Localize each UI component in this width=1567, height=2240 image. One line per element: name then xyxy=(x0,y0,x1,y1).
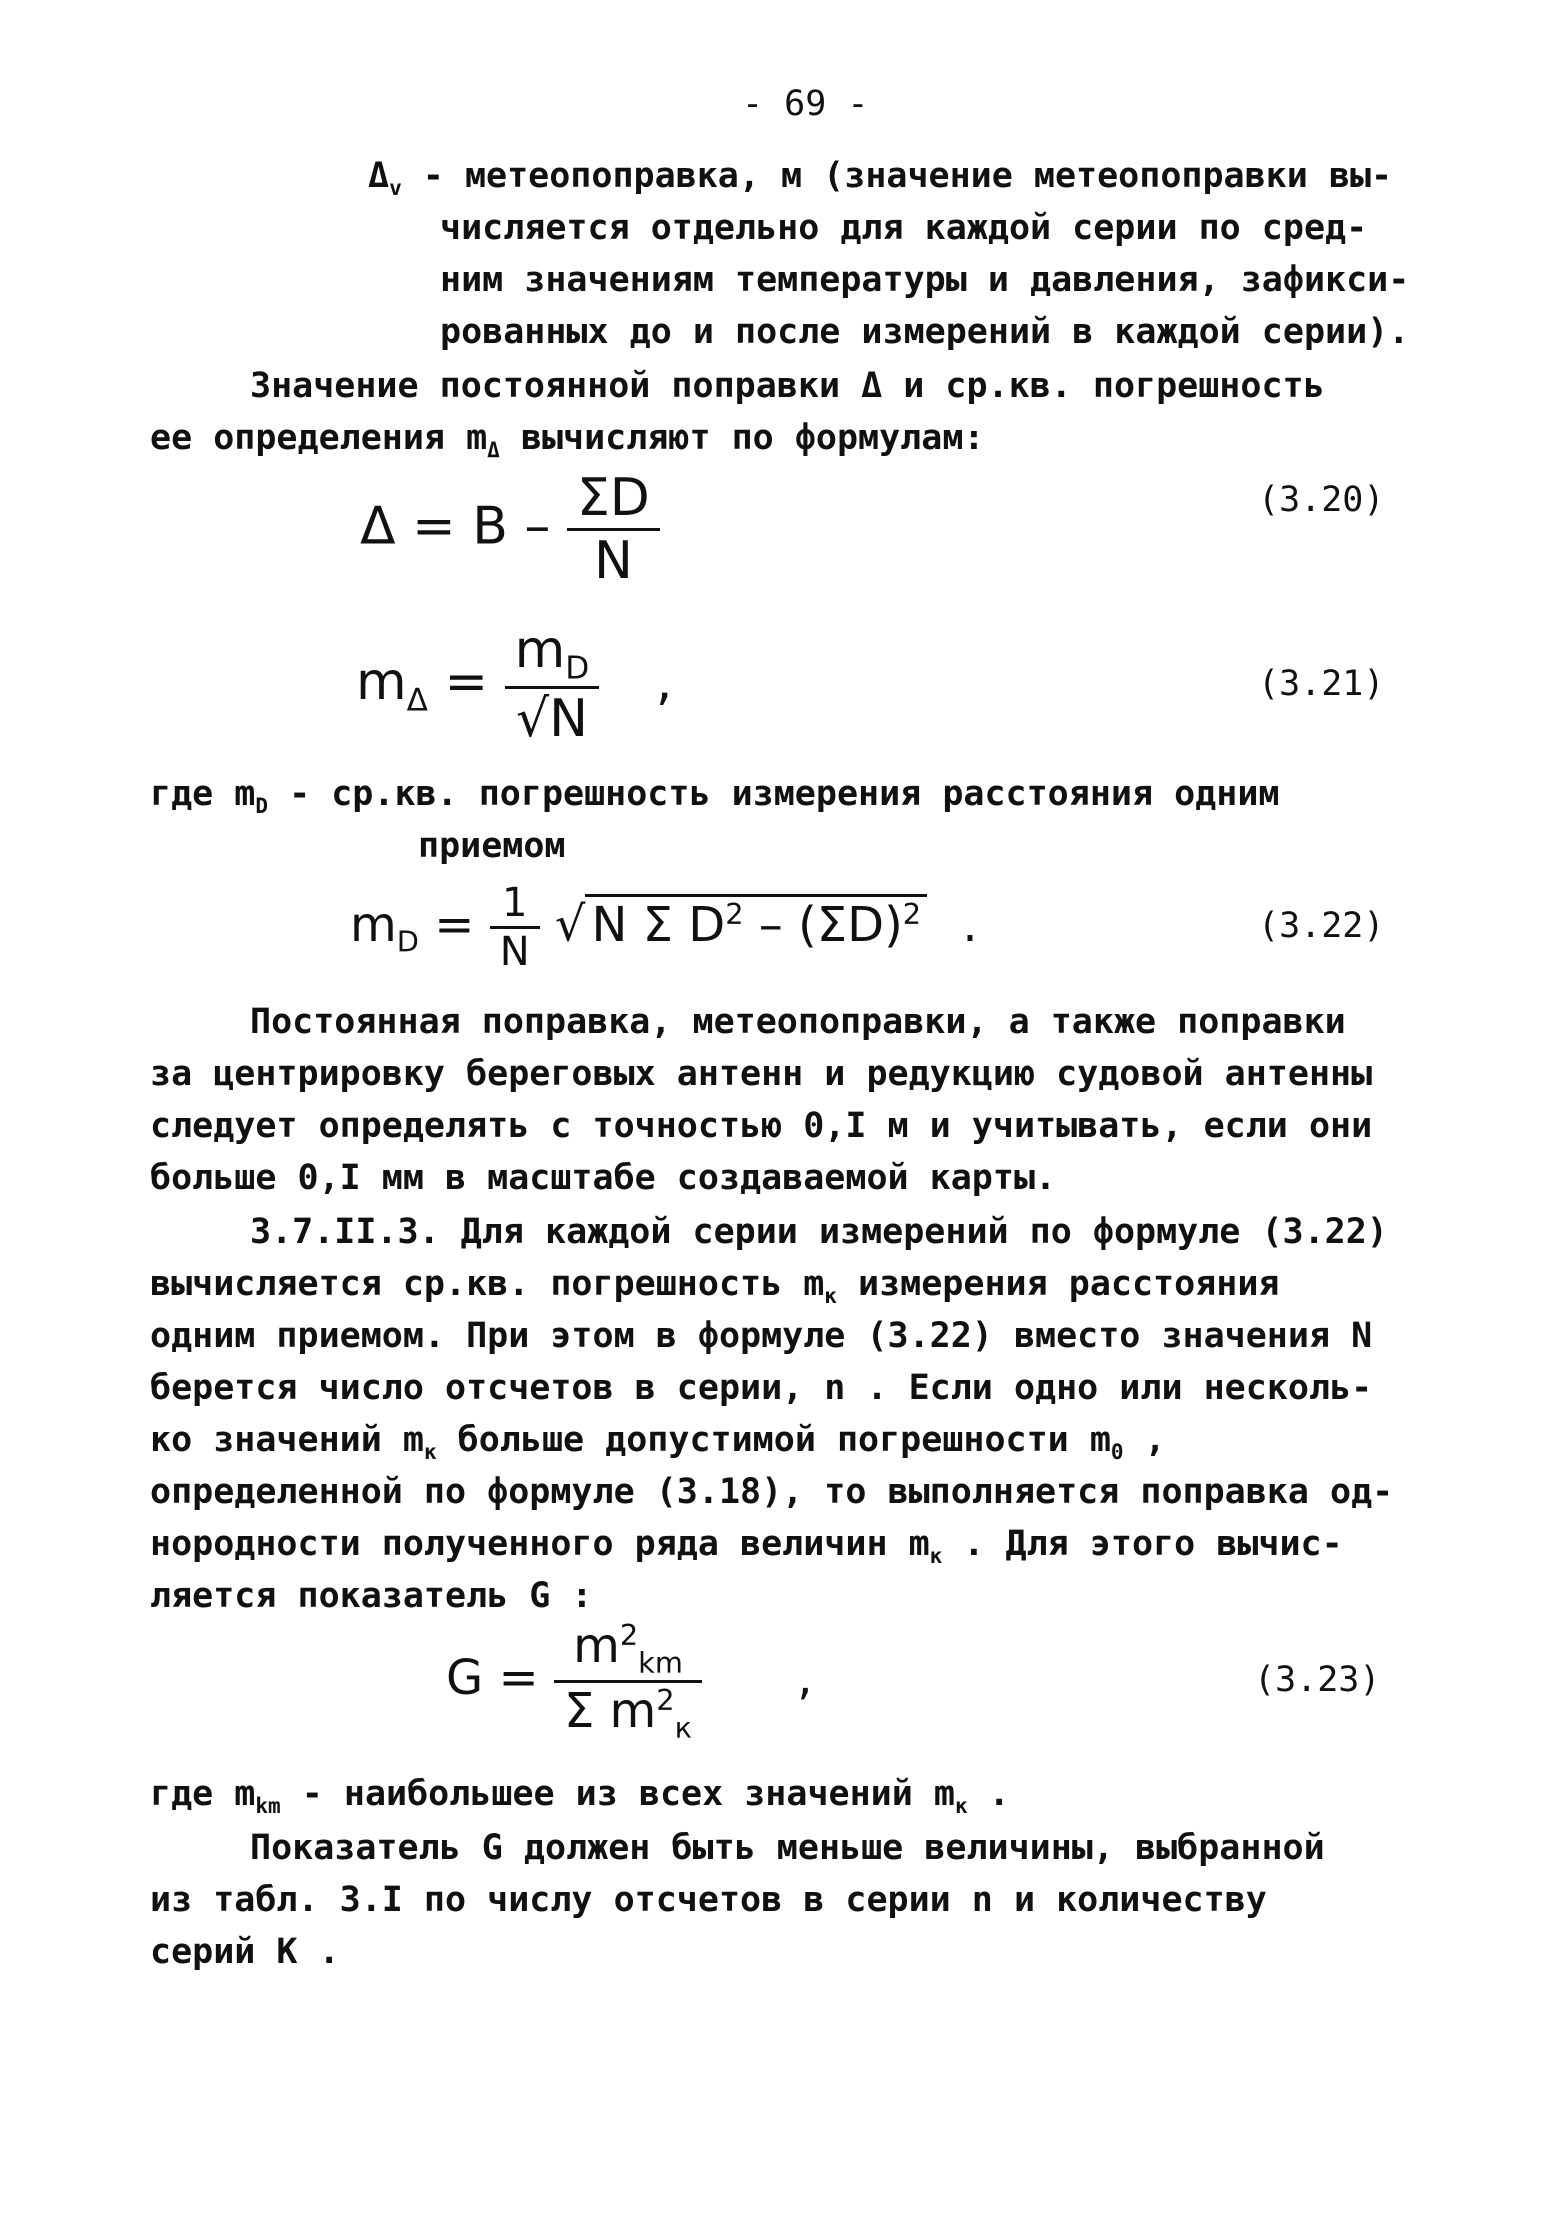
paragraph-line: Постоянная поправка, метеопоправки, а также поправки xyxy=(250,1002,1346,1042)
sqrt-sign: √ xyxy=(554,896,586,953)
eq-trail: , xyxy=(655,651,673,712)
radicand: N Σ $D^2 - (\Sigma D)^2$ xyxy=(585,894,927,953)
eq-lhs: Δ = xyxy=(360,496,456,557)
paragraph-line: ко значений $m_к$ больше допустимой погрешности $m_0$ , xyxy=(150,1420,1166,1464)
equation-number: (3.20) xyxy=(1258,480,1385,520)
denominator: N xyxy=(593,531,633,591)
paragraph-line: серий K . xyxy=(150,1932,340,1972)
fraction xyxy=(505,620,600,749)
equation-3-21 xyxy=(356,620,672,749)
numerator: $m_D$ xyxy=(505,620,600,689)
fraction xyxy=(554,1618,702,1744)
eq-trail: . xyxy=(962,896,978,953)
page-number: - 69 - xyxy=(742,84,869,124)
paragraph-line: вычисляется ср.кв. погрешность $m_к$ измерения расстояния xyxy=(150,1264,1280,1308)
eq-lhs: G = xyxy=(446,1650,539,1707)
fraction xyxy=(490,880,540,975)
denominator: Σ $m^2_к$ xyxy=(563,1682,693,1745)
eq-lhs: $m_\Delta$ = xyxy=(356,651,489,719)
denominator: N xyxy=(499,929,530,975)
paragraph-line: одним приемом. При этом в формуле (3.22) вместо значения N xyxy=(150,1316,1373,1356)
def-line: рованных до и после измерений в каждой серии). xyxy=(440,312,1410,352)
paragraph-line: где $m_{km}$ - наибольшее из всех значений $m_к$ . xyxy=(150,1774,1010,1818)
equation-number: (3.21) xyxy=(1258,664,1385,704)
eq-trail: , xyxy=(797,1650,813,1707)
paragraph-line: определенной по формуле (3.18), то выполняется поправка од- xyxy=(150,1472,1394,1512)
numerator: $m^2_{km}$ xyxy=(554,1618,702,1683)
paragraph-line: следует определять с точностью 0,I м и учитывать, если они xyxy=(150,1106,1373,1146)
paragraph-line: Значение постоянной поправки Δ и ср.кв. погрешность xyxy=(250,366,1325,406)
def-line: ним значениям температуры и давления, зафикси- xyxy=(440,260,1410,300)
paragraph-line: больше 0,I мм в масштабе создаваемой карты. xyxy=(150,1158,1057,1198)
paragraph-line: приемом xyxy=(418,826,566,866)
def-line: числяется отдельно для каждой серии по сред- xyxy=(440,208,1368,248)
equation-number: (3.23) xyxy=(1254,1660,1381,1700)
denominator: √N xyxy=(515,689,588,750)
equation-3-20 xyxy=(360,468,660,591)
paragraph-line: ее определения $m_\Delta$ вычисляют по формулам: xyxy=(150,418,985,462)
paragraph-line: где $m_D - ср.кв$. погрешность измерения расстояния одним xyxy=(150,774,1280,818)
numerator: 1 xyxy=(490,880,540,929)
paragraph-line: Показатель G должен быть меньше величины, выбранной xyxy=(250,1828,1325,1868)
eq-term: B – xyxy=(472,496,551,557)
equation-number: (3.22) xyxy=(1258,906,1385,946)
equation-3-22 xyxy=(350,880,978,975)
paragraph-line: берется число отсчетов в серии, n . Если одно или несколь- xyxy=(150,1368,1373,1408)
paragraph-line: нородности полученного ряда величин $m_к$ . Для этого вычис- xyxy=(150,1524,1343,1568)
paragraph-line: за центрировку береговых антенн и редукцию судовой антенны xyxy=(150,1054,1373,1094)
paragraph-line: из табл. 3.I по числу отсчетов в серии n и количеству xyxy=(150,1880,1267,1920)
fraction xyxy=(567,468,660,591)
numerator: ΣD xyxy=(567,468,660,531)
eq-lhs: $m_D$ = xyxy=(350,896,475,959)
paragraph-line: ляется показатель G : xyxy=(150,1576,593,1616)
def-line: $\Delta_v$ - метеопоправка, м (значение метеопоправки вы- xyxy=(368,156,1393,200)
paragraph-line: 3.7.II.3. Для каждой серии измерений по формуле (3.22) xyxy=(250,1212,1388,1252)
equation-3-23 xyxy=(446,1618,813,1744)
